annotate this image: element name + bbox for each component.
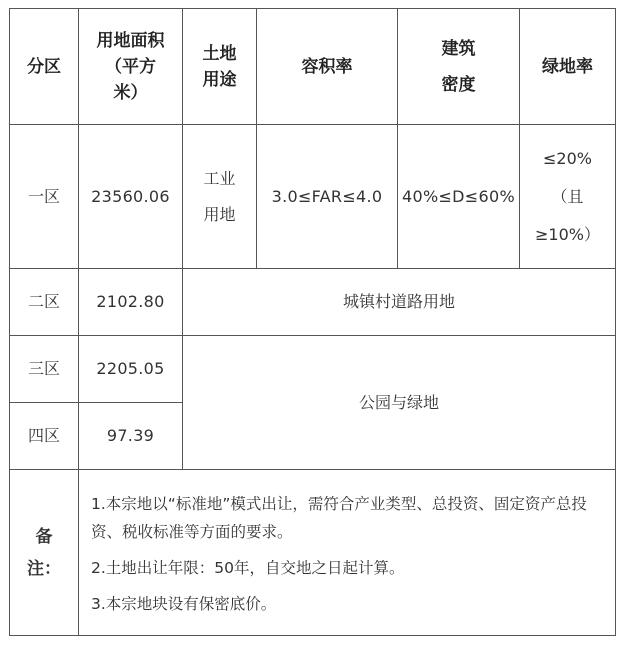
header-green-ratio [520,9,616,125]
zone-1-green-ratio-line-1: ≤20% [543,148,592,168]
zone-1-far [257,125,398,269]
remarks-content [79,470,616,636]
header-far-label: 容积率 [301,56,353,77]
land-parcel-table [9,8,616,636]
zone-1-name-text: 一区 [27,186,60,206]
zone-2-merged-use [183,269,616,336]
zone-3-area-text: 2205.05 [96,359,165,378]
header-density-line-1: 建筑 [441,38,476,59]
header-land-use-line-1: 土地 [202,43,237,64]
zone-1-land-use-line-1: 工业 [203,168,236,188]
header-row [10,9,616,125]
zone-4-area [79,403,183,470]
header-area-line-2: （平方 [105,56,156,77]
table-row-zone-3 [10,336,616,403]
zone-1-area [79,125,183,269]
zone-2-area-text: 2102.80 [96,292,165,311]
zone-1-far-text: 3.0≤FAR≤4.0 [271,186,383,206]
zone-2-name [10,269,79,336]
remarks-label-line-1: 备 [35,526,53,547]
zone-4-name [10,403,79,470]
zone-1-density-text: 40%≤D≤60% [402,186,515,206]
header-green-ratio-label: 绿地率 [542,56,593,77]
header-land-use [183,9,257,125]
header-area [79,9,183,125]
header-zone-label: 分区 [27,56,61,77]
zone-1-green-ratio-line-2: （且 [551,186,584,206]
zone-1-land-use [183,125,257,269]
zone-1-land-use-line-2: 用地 [203,204,236,224]
zone-1-green-ratio [520,125,616,269]
header-density [398,9,520,125]
header-land-use-line-2: 用途 [202,69,237,90]
header-zone [10,9,79,125]
zone-2-name-text: 二区 [27,292,60,311]
remark-item-2: 2.土地出让年限：50年，自交地之日起计算。 [91,558,405,577]
zone-3-4-merged-use-text: 公园与绿地 [358,392,439,412]
zone-3-name [10,336,79,403]
remarks-label [10,470,79,636]
remarks-label-line-2: 注： [27,558,61,579]
zone-4-name-text: 四区 [27,426,60,445]
remarks-row [10,470,616,636]
zone-3-area [79,336,183,403]
header-far [257,9,398,125]
table-row-zone-1 [10,125,616,269]
zone-1-density [398,125,520,269]
zone-3-name-text: 三区 [27,359,60,378]
zone-1-green-ratio-line-3: ≥10%） [535,224,600,244]
zone-1-name [10,125,79,269]
zone-1-area-text: 23560.06 [91,186,170,206]
header-density-line-2: 密度 [441,74,476,95]
header-area-line-3: 米） [113,82,148,103]
zone-2-merged-use-text: 城镇村道路用地 [342,292,455,311]
zone-3-4-merged-use [183,336,616,470]
table-row-zone-2 [10,269,616,336]
zone-2-area [79,269,183,336]
header-area-line-1: 用地面积 [96,30,165,51]
remark-item-3: 3.本宗地块设有保密底价。 [91,594,277,613]
zone-4-area-text: 97.39 [106,426,155,445]
remark-item-1: 1.本宗地以“标准地”模式出让，需符合产业类型、总投资、固定资产总投资、税收标准等方面的要求。 [91,494,587,541]
